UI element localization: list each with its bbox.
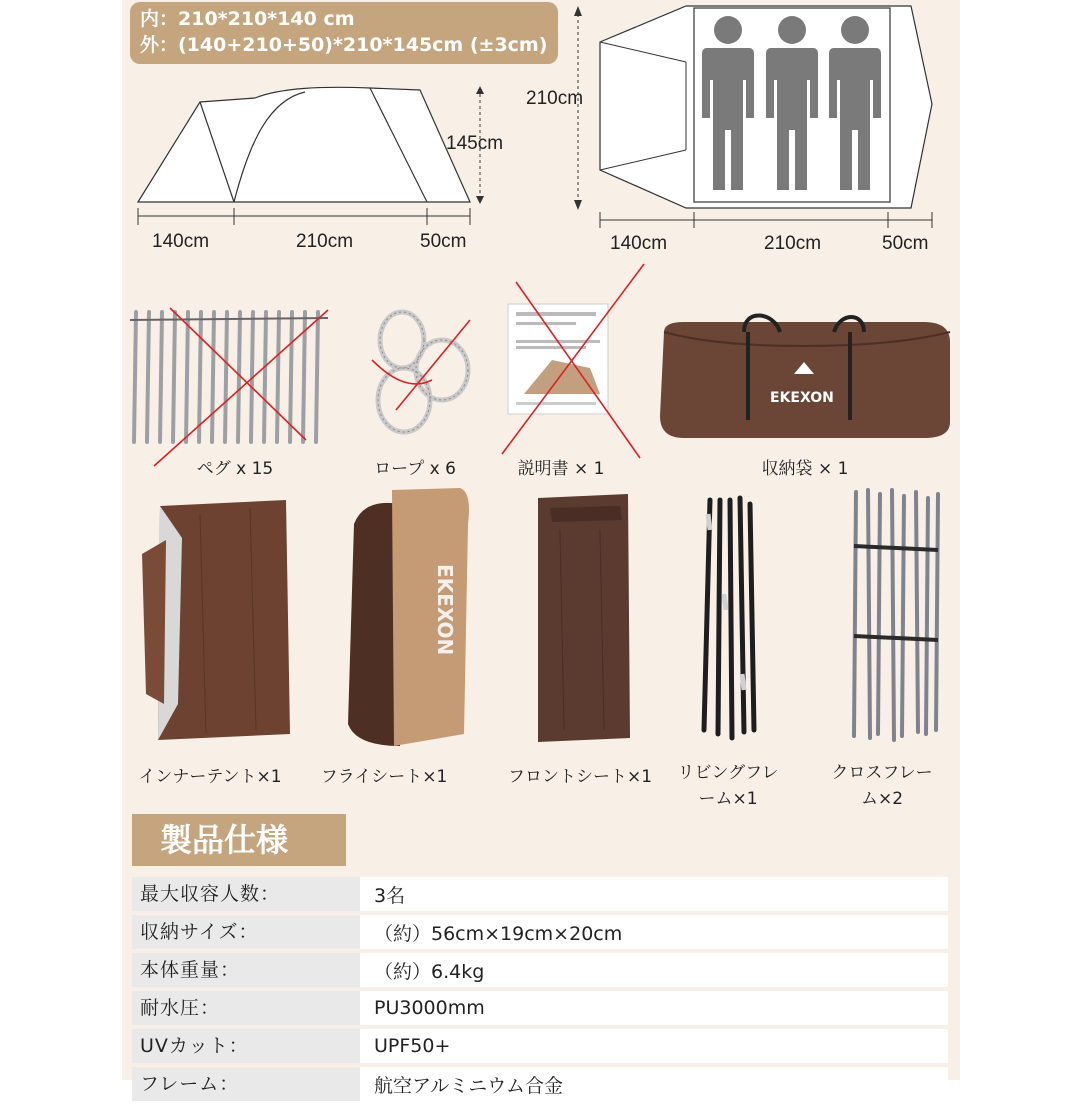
side-height-label: 145cm [446,133,504,154]
dimension-summary [130,2,558,64]
spec-key: 最大収容人数： [132,877,360,911]
top-seg2-label: 210cm [764,233,822,254]
spec-key: フレーム： [132,1067,360,1101]
outer-dimension: 外：(140+210+50)*210*145cm (±3cm) [140,34,548,56]
top-seg1-label: 140cm [610,233,668,254]
spec-value: PU3000mm [374,997,485,1019]
spec-row-frame [132,1067,948,1101]
inner-dimension: 内：210*210*140 cm [140,8,355,30]
inner-tent-image [140,494,300,754]
spec-value: （約）56cm×19cm×20cm [374,922,623,945]
cross-frame-image [846,486,946,752]
fly-sheet-caption: フライシート×1 [320,767,448,787]
fly-sheet-brand: EKEXON [433,564,457,656]
cross-frame-caption: クロスフレーム×2 [831,763,933,809]
storage-bag-image [654,316,964,446]
spec-value: （約）6.4kg [374,960,485,983]
manual-image [500,262,650,472]
spec-table [132,877,948,1105]
spec-value: UPF50+ [374,1035,451,1057]
ropes-image [352,300,492,450]
spec-row-capacity [132,877,948,911]
inner-tent-caption: インナーテント×1 [138,767,282,787]
spec-key: 収納サイズ： [132,915,360,949]
spec-row-water-pressure [132,991,948,1025]
top-seg3-label: 50cm [882,233,929,254]
side-seg2-label: 210cm [296,231,354,252]
spec-row-weight [132,953,948,987]
spec-key: 本体重量： [132,953,360,987]
top-width-label: 210cm [526,88,584,109]
spec-value: 3名 [374,884,406,907]
tent-side-view [130,80,504,260]
spec-value: 航空アルミニウム合金 [374,1074,564,1097]
front-sheet-caption: フロントシート×1 [507,767,653,787]
spec-row-uv-cut [132,1029,948,1063]
spec-row-storage-size [132,915,948,949]
living-frame-image [696,494,766,744]
front-sheet-image [530,490,640,750]
manual-caption: 説明書 × 1 [517,459,605,479]
bag-brand-label: EKEXON [770,390,834,406]
side-seg1-label: 140cm [152,231,210,252]
tent-top-view [526,0,946,260]
pegs-caption: ペグ x 15 [196,459,274,479]
pegs-image [128,300,338,470]
spec-key: 耐水圧： [132,991,360,1025]
storage-bag-caption: 収納袋 × 1 [761,459,849,479]
living-frame-caption: リビングフレーム×1 [677,763,779,809]
fly-sheet-image [340,484,480,754]
side-seg3-label: 50cm [420,231,467,252]
specs-title: 製品仕様 [132,814,346,866]
spec-key: UVカット： [132,1029,360,1063]
ropes-caption: ロープ x 6 [374,459,456,479]
